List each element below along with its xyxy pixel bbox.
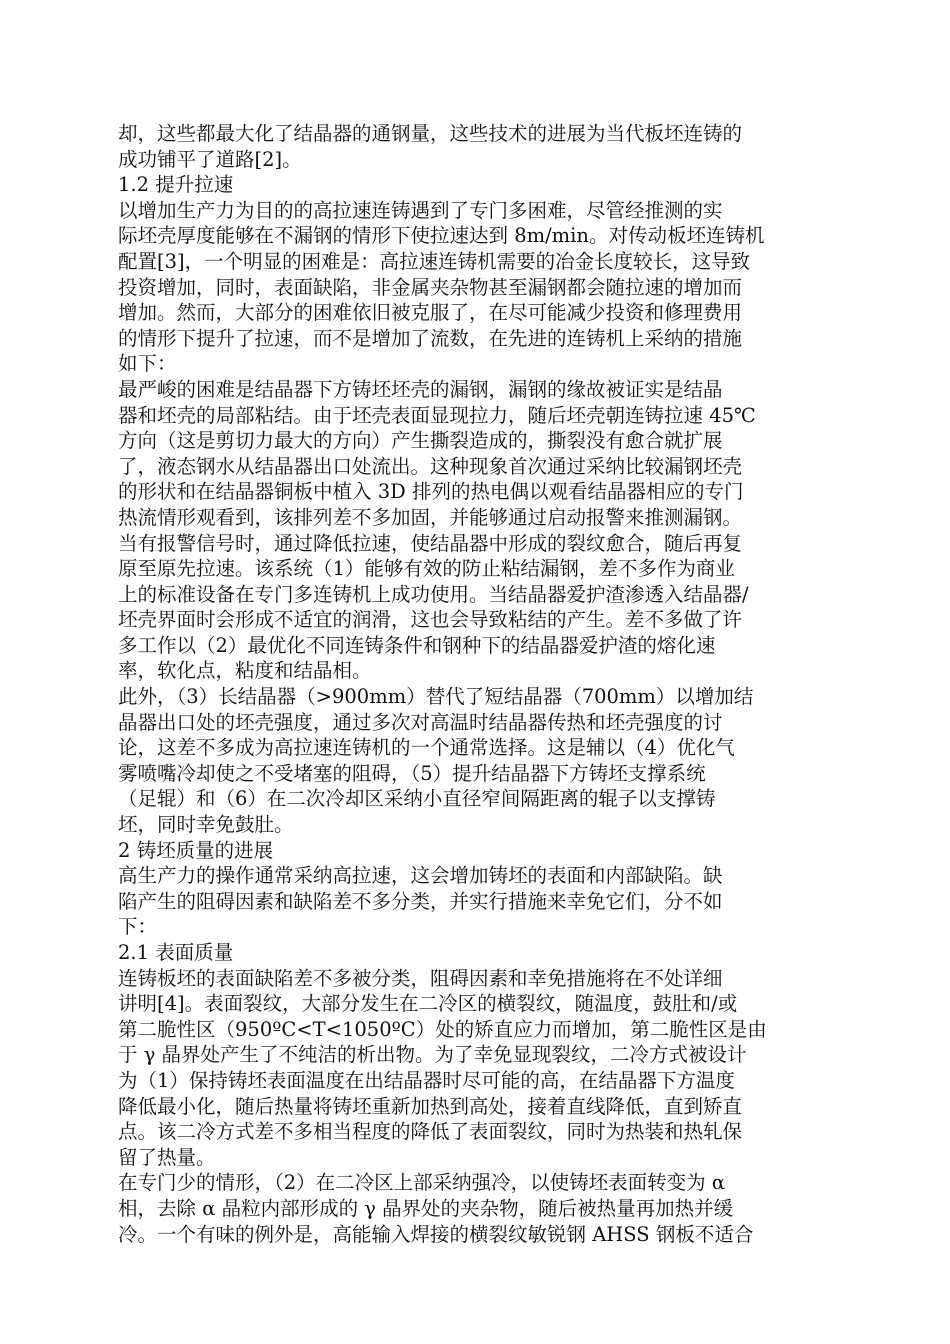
text-line: 此外，（3）长结晶器（>900mm）替代了短结晶器（700mm）以增加结 (118, 685, 754, 709)
text-line: 2.1 表面质量 (118, 941, 234, 964)
text-line: 如下： (118, 352, 177, 376)
text-line: 坯壳界面时会形成不适宜的润滑，这也会导致粘结的产生。差不多做了许 (118, 608, 743, 632)
text-line: 第二脆性区（950ºC<T<1050ºC）处的矫直应力而增加，第二脆性区是由 (118, 1017, 767, 1041)
text-line: 高生产力的操作通常采纳高拉速，这会增加铸坯的表面和内部缺陷。缺 (118, 864, 723, 888)
text-line: 的形状和在结晶器铜板中植入 3D 排列的热电偶以观看结晶器相应的专门 (118, 480, 744, 504)
text-line: 2 铸坯质量的进展 (118, 838, 274, 862)
text-line: 原至原先拉速。该系统（1）能够有效的防止粘结漏钢，差不多作为商业 (118, 557, 735, 581)
text-line: 上的标准设备在专门多连铸机上成功使用。当结晶器爱护渣渗透入结晶器/ (118, 582, 749, 606)
text-line: 以增加生产力为目的的高拉速连铸遇到了专门多困难，尽管经推测的实 (118, 198, 723, 222)
text-line: 连铸板坯的表面缺陷差不多被分类，阻碍因素和幸免措施将在不处详细 (118, 966, 723, 990)
text-line: 当有报警信号时，通过降低拉速，使结晶器中形成的裂纹愈合，随后再复 (118, 531, 743, 555)
text-line: 多工作以（2）最优化不同连铸条件和钢种下的结晶器爱护渣的熔化速 (118, 633, 716, 657)
document-body (118, 121, 834, 1247)
text-line: 点。该二冷方式差不多相当程度的降低了表面裂纹，同时为热装和热轧保 (118, 1120, 743, 1144)
text-line: 方向（这是剪切力最大的方向）产生撕裂造成的，撕裂没有愈合就扩展 (118, 429, 723, 453)
text-line: 配置[3]，一个明显的困难是：高拉速连铸机需要的冶金长度较长，这导致 (118, 249, 751, 273)
text-line: 雾喷嘴冷却使之不受堵塞的阻碍，（5）提升结晶器下方铸坯支撑系统 (118, 761, 706, 785)
text-line: 相，去除 α 晶粒内部形成的 γ 晶界处的夹杂物，随后被热量再加热并缓 (118, 1196, 734, 1220)
text-line: 冷。一个有味的例外是，高能输入焊接的横裂纹敏锐钢 AHSS 钢板不适合 (118, 1222, 754, 1246)
text-line: 讲明[4]。表面裂纹，大部分发生在二冷区的横裂纹，随温度，鼓肚和/或 (118, 992, 738, 1016)
text-line: 陷产生的阻碍因素和缺陷差不多分类，并实行措施来幸免它们，分不如 (118, 889, 723, 913)
text-line: 际坯壳厚度能够在不漏钢的情形下使拉速达到 8m/min。对传动板坯连铸机 (118, 224, 765, 248)
text-line: 为（1）保持铸坯表面温度在出结晶器时尽可能的高，在结晶器下方温度 (118, 1068, 735, 1092)
text-line: 下： (118, 915, 158, 939)
text-line: 晶器出口处的坯壳强度，通过多次对高温时结晶器传热和坯壳强度的讨 (118, 710, 723, 734)
text-line: （足辊）和（6）在二次冷却区采纳小直径窄间隔距离的辊子以支撑铸 (118, 787, 716, 811)
text-line: 坯，同时幸免鼓肚。 (118, 813, 294, 837)
text-line: 留了热量。 (118, 1145, 216, 1169)
text-line: 成功铺平了道路[2]。 (118, 147, 302, 171)
text-line: 降低最小化，随后热量将铸坯重新加热到高处，接着直线降低，直到矫直 (118, 1094, 743, 1118)
text-line: 投资增加，同时，表面缺陷，非金属夹杂物甚至漏钢都会随拉速的增加而 (118, 275, 743, 299)
text-line: 了，液态钢水从结晶器出口处流出。这种现象首次通过采纳比较漏钢坯壳 (118, 454, 743, 478)
text-line: 的情形下提升了拉速，而不是增加了流数，在先进的连铸机上采纳的措施 (118, 326, 743, 350)
text-line: 热流情形观看到，该排列差不多加固，并能够通过启动报警来推测漏钢。 (118, 505, 743, 529)
text-line: 于 γ 晶界处产生了不纯洁的析出物。为了幸免显现裂纹，二冷方式被设计 (118, 1043, 747, 1067)
text-line: 论，这差不多成为高拉速连铸机的一个通常选择。这是辅以（4）优化气 (118, 736, 735, 760)
text-line: 器和坯壳的局部粘结。由于坯壳表面显现拉力，随后坯壳朝连铸拉速 45℃ (118, 403, 756, 427)
text-line: 却，这些都最大化了结晶器的通钢量，这些技术的进展为当代板坯连铸的 (118, 122, 743, 145)
text-line: 最严峻的困难是结晶器下方铸坯坯壳的漏钢，漏钢的缘故被证实是结晶 (118, 377, 723, 401)
text-line: 在专门少的情形，（2）在二冷区上部采纳强冷，以使铸坯表面转变为 α (118, 1171, 726, 1195)
text-line: 增加。然而，大部分的困难依旧被克服了，在尽可能减少投资和修理费用 (118, 301, 743, 325)
text-line: 率，软化点，粘度和结晶相。 (118, 659, 372, 683)
text-line: 1.2 提升拉速 (118, 173, 234, 197)
